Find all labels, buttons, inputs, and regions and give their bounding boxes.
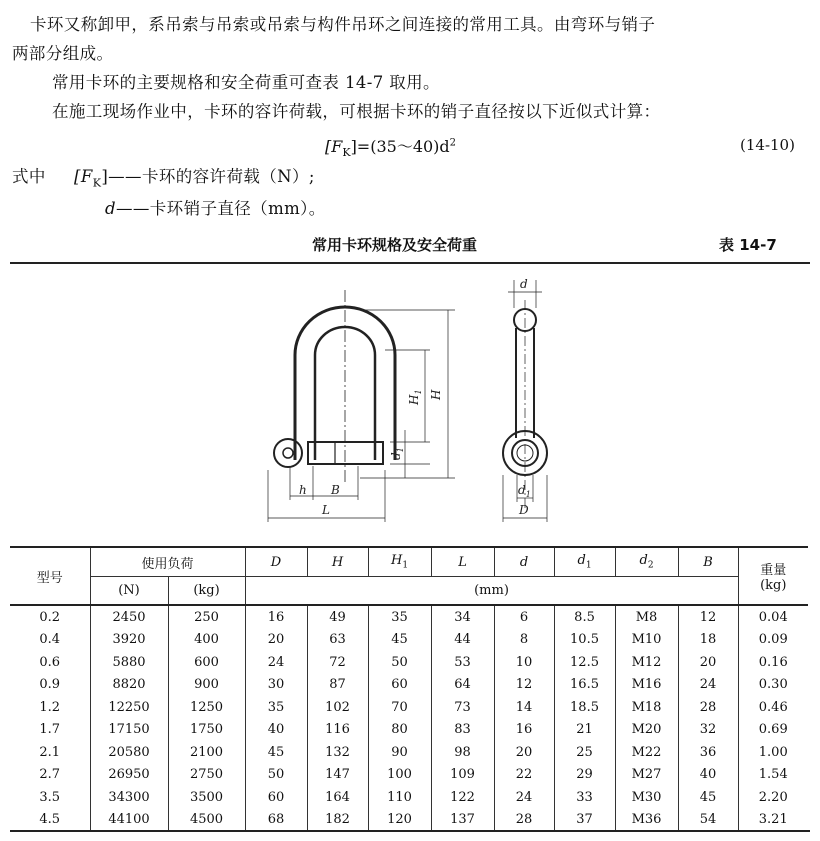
formula-lhs: [F [325, 137, 343, 156]
header-model: 型号 [10, 547, 90, 605]
table-cell: 122 [431, 786, 494, 809]
formula-subscript: K [342, 146, 351, 160]
table-cell: 147 [307, 764, 368, 787]
table-cell: 20580 [90, 741, 168, 764]
table-cell: 6 [494, 605, 554, 629]
table-cell: 0.6 [39, 654, 61, 670]
table-cell: 45 [245, 741, 307, 764]
fig-label-D: D [519, 503, 529, 517]
table-cell: 12250 [90, 696, 168, 719]
where-label: 式中 [12, 167, 46, 186]
table-cell: 25 [554, 741, 615, 764]
def1-symbol: [F [74, 167, 93, 186]
fig-label-h: h [299, 483, 307, 497]
table-cell: 120 [368, 809, 431, 832]
fig-label-H: H [429, 389, 443, 400]
table-cell: 2100 [168, 741, 245, 764]
table-cell: 35 [245, 696, 307, 719]
header-load: 使用负荷 [90, 547, 245, 577]
table-row [10, 674, 808, 697]
table-cell: 0.04 [738, 605, 808, 629]
header-d: d [494, 547, 554, 577]
table-row [10, 651, 808, 674]
table-cell: 53 [431, 651, 494, 674]
table-cell: 1750 [168, 719, 245, 742]
table-cell: 0.9 [39, 677, 61, 693]
header-L: L [431, 547, 494, 577]
header-mm: (mm) [245, 577, 738, 606]
table-cell: 20 [245, 629, 307, 652]
table-cell: 2750 [168, 764, 245, 787]
table-row [10, 764, 808, 787]
formula-14-10 [325, 134, 456, 159]
paragraph-1-line-2: 两部分组成。 [12, 44, 114, 63]
table-cell: 60 [368, 674, 431, 697]
header-D: D [245, 547, 307, 577]
table-cell: 4.5 [39, 812, 61, 828]
table-cell: 34300 [90, 786, 168, 809]
table-cell: 0.69 [738, 719, 808, 742]
table-cell: 0.2 [39, 609, 61, 625]
table-cell: 16 [494, 719, 554, 742]
table-row [10, 629, 808, 652]
paragraph-3: 在施工现场作业中，卡环的容许荷载，可根据卡环的销子直径按以下近似式计算： [52, 102, 661, 121]
table-number: 表 14-7 [719, 236, 777, 254]
shackle-spec-table [10, 546, 808, 831]
table-cell: 20 [678, 651, 738, 674]
table-cell: 8820 [90, 674, 168, 697]
table-cell: 45 [678, 786, 738, 809]
table-row [10, 605, 808, 629]
table-cell: 109 [431, 764, 494, 787]
fig-label-L: L [322, 503, 330, 517]
table-cell: 17150 [90, 719, 168, 742]
table-cell: 102 [307, 696, 368, 719]
table-cell: M8 [615, 605, 678, 629]
table-cell: 8 [494, 629, 554, 652]
table-cell: 2.7 [39, 767, 61, 783]
table-cell: 24 [494, 786, 554, 809]
table-row [10, 719, 808, 742]
table-cell: 60 [245, 786, 307, 809]
table-cell: 50 [245, 764, 307, 787]
table-cell: 35 [368, 605, 431, 629]
table-cell: 29 [554, 764, 615, 787]
table-cell: 12.5 [554, 651, 615, 674]
definition-d [105, 198, 326, 220]
table-cell: 18 [678, 629, 738, 652]
table-cell: 1.7 [39, 722, 61, 738]
table-cell: 36 [678, 741, 738, 764]
definition-fk [74, 166, 315, 194]
table-cell: 20 [494, 741, 554, 764]
table-cell: 63 [307, 629, 368, 652]
table-cell: 70 [368, 696, 431, 719]
table-cell: 10 [494, 651, 554, 674]
table-cell: 3.5 [39, 789, 61, 805]
equation-number: (14-10) [740, 136, 795, 154]
fig-label-H1: $H_1$ [407, 389, 423, 405]
table-cell: 14 [494, 696, 554, 719]
paragraph-1-line-1: 卡环又称卸甲，系吊索与吊索或吊索与构件吊环之间连接的常用工具。由弯环与销子 [30, 15, 656, 34]
table-cell: 34 [431, 605, 494, 629]
def1-subscript: K [92, 176, 102, 190]
table-cell: 40 [245, 719, 307, 742]
def1-text: ——卡环的容许荷载（N）; [108, 167, 315, 186]
fig-label-d: d [520, 277, 528, 291]
def2-symbol: d [105, 199, 116, 218]
formula-rhs: ]=(35～40)d [350, 137, 450, 156]
table-cell: 10.5 [554, 629, 615, 652]
shackle-front-view [268, 290, 455, 522]
table-cell: 16.5 [554, 674, 615, 697]
table-cell: 21 [554, 719, 615, 742]
header-load-kg: (kg) [168, 577, 245, 606]
table-cell: 0.4 [39, 632, 61, 648]
table-cell: 137 [431, 809, 494, 832]
table-cell: M16 [615, 674, 678, 697]
table-cell: 8.5 [554, 605, 615, 629]
header-d1: $d_1$ [554, 547, 615, 577]
table-cell: 400 [168, 629, 245, 652]
table-cell: 2.20 [738, 786, 808, 809]
table-cell: 182 [307, 809, 368, 832]
table-cell: M18 [615, 696, 678, 719]
table-cell: 32 [678, 719, 738, 742]
table-cell: M10 [615, 629, 678, 652]
header-weight: 重量 (kg) [738, 547, 808, 605]
table-cell: 132 [307, 741, 368, 764]
table-cell: 45 [368, 629, 431, 652]
table-cell: 164 [307, 786, 368, 809]
table-cell: 64 [431, 674, 494, 697]
table-row [10, 741, 808, 764]
table-cell: 87 [307, 674, 368, 697]
table-cell: 12 [494, 674, 554, 697]
table-cell: M12 [615, 651, 678, 674]
table-caption: 常用卡环规格及安全荷重 [312, 236, 478, 254]
table-cell: 0.46 [738, 696, 808, 719]
table-cell: 72 [307, 651, 368, 674]
table-cell: 30 [245, 674, 307, 697]
fig-label-d1-front: $d_1$ [389, 447, 405, 460]
table-cell: 2.1 [39, 744, 61, 760]
table-cell: 0.16 [738, 651, 808, 674]
table-cell: 900 [168, 674, 245, 697]
table-cell: 16 [245, 605, 307, 629]
table-cell: 26950 [90, 764, 168, 787]
table-cell: 28 [494, 809, 554, 832]
table-cell: M27 [615, 764, 678, 787]
header-B: B [678, 547, 738, 577]
table-cell: 250 [168, 605, 245, 629]
table-row [10, 809, 808, 832]
formula-superscript: 2 [449, 137, 457, 149]
table-cell: 2450 [90, 605, 168, 629]
table-cell: 50 [368, 651, 431, 674]
header-d2: $d_2$ [615, 547, 678, 577]
table-cell: 0.09 [738, 629, 808, 652]
table-cell: M22 [615, 741, 678, 764]
table-cell: 1250 [168, 696, 245, 719]
shackle-figure [250, 270, 570, 542]
table-cell: 600 [168, 651, 245, 674]
table-cell: 4500 [168, 809, 245, 832]
table-cell: 44100 [90, 809, 168, 832]
table-bottom-rule [10, 830, 810, 832]
table-cell: 44 [431, 629, 494, 652]
table-cell: 68 [245, 809, 307, 832]
table-cell: 49 [307, 605, 368, 629]
table-cell: 24 [678, 674, 738, 697]
table-cell: 110 [368, 786, 431, 809]
table-cell: 3920 [90, 629, 168, 652]
fig-label-B: B [331, 483, 340, 497]
table-cell: 28 [678, 696, 738, 719]
paragraph-2: 常用卡环的主要规格和安全荷重可查表 14-7 取用。 [52, 73, 440, 92]
table-cell: 22 [494, 764, 554, 787]
table-cell: 1.2 [39, 699, 61, 715]
table-cell: 100 [368, 764, 431, 787]
def1-symbol-end: ] [101, 167, 109, 186]
table-cell: 83 [431, 719, 494, 742]
table-cell: 1.54 [738, 764, 808, 787]
table-cell: 1.00 [738, 741, 808, 764]
table-cell: 37 [554, 809, 615, 832]
header-load-n: (N) [90, 577, 168, 606]
table-cell: 98 [431, 741, 494, 764]
table-cell: 12 [678, 605, 738, 629]
table-cell: 33 [554, 786, 615, 809]
table-cell: 80 [368, 719, 431, 742]
table-cell: 90 [368, 741, 431, 764]
def2-text: ——卡环销子直径（mm）。 [115, 199, 326, 218]
table-cell: 73 [431, 696, 494, 719]
caption-rule [10, 262, 810, 264]
table-cell: 54 [678, 809, 738, 832]
table-cell: 18.5 [554, 696, 615, 719]
table-cell: M30 [615, 786, 678, 809]
fig-label-d1-side: $d_1$ [518, 483, 531, 499]
table-cell: 40 [678, 764, 738, 787]
table-cell: 24 [245, 651, 307, 674]
header-H: H [307, 547, 368, 577]
table-cell: 5880 [90, 651, 168, 674]
table-row [10, 696, 808, 719]
table-cell: 3500 [168, 786, 245, 809]
table-row [10, 786, 808, 809]
table-cell: 3.21 [738, 809, 808, 832]
header-H1: $H_1$ [368, 547, 431, 577]
table-cell: M20 [615, 719, 678, 742]
table-cell: 0.30 [738, 674, 808, 697]
table-cell: 116 [307, 719, 368, 742]
table-cell: M36 [615, 809, 678, 832]
